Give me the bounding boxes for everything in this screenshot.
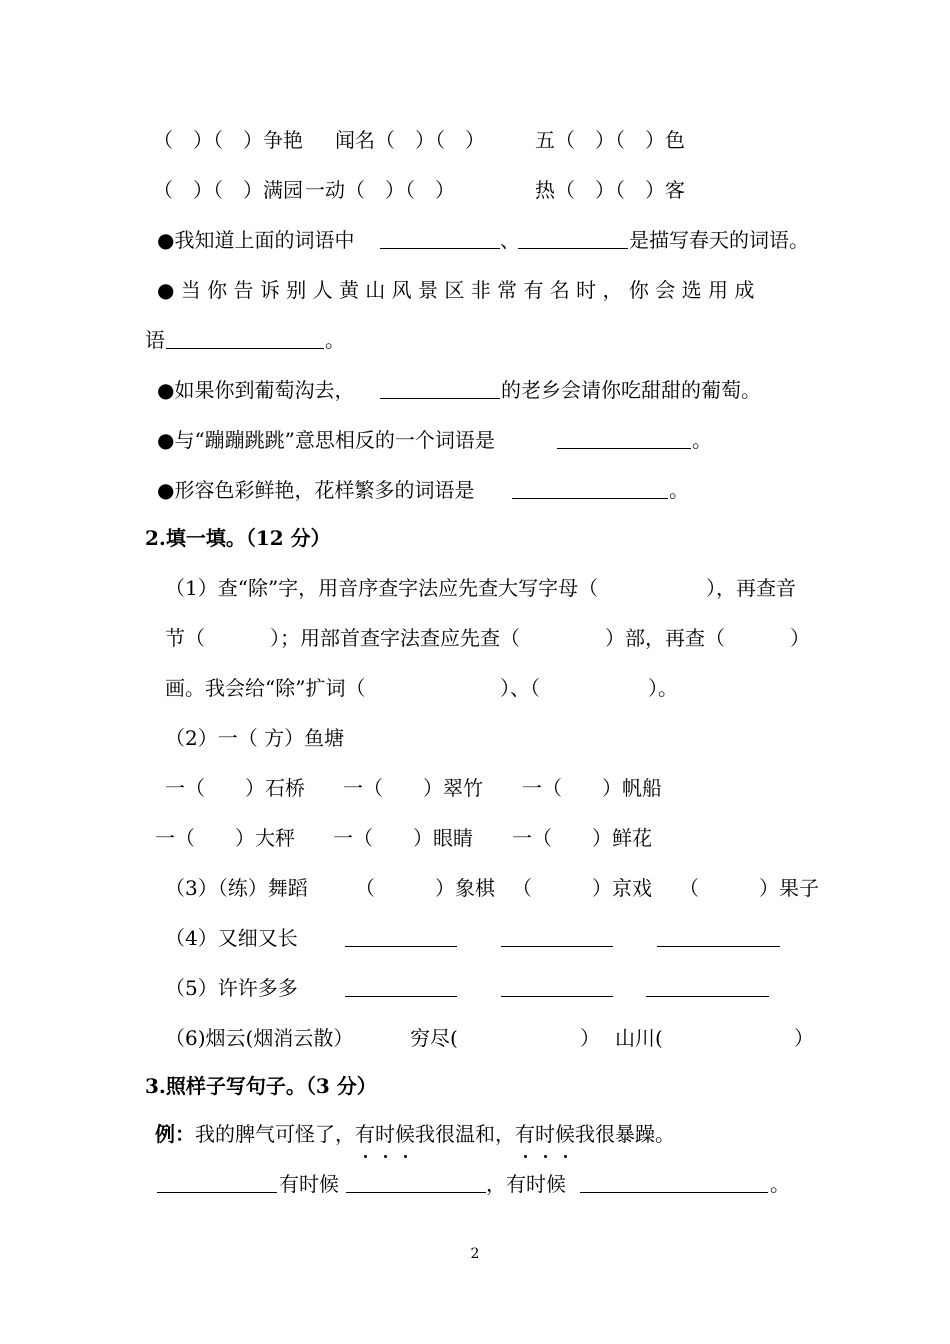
q6-text: 山川( — [615, 1026, 663, 1050]
answer-blank[interactable] — [501, 996, 613, 997]
example-part: 我很温和， — [415, 1122, 515, 1146]
answer-blank[interactable] — [646, 996, 769, 997]
bullet-text: ●我知道上面的词语中 — [157, 228, 355, 252]
answer-blank[interactable] — [345, 996, 457, 997]
q1-text: ）部，再查（ — [605, 626, 725, 650]
bullet-grape — [0, 370, 950, 410]
answer-blank[interactable] — [157, 1192, 277, 1193]
q2-row-2 — [0, 818, 950, 858]
measure-word-item: 一（ ）翠竹 — [343, 776, 483, 800]
bullet-text: ●形容色彩鲜艳，花样繁多的词语是 — [157, 478, 475, 502]
q1-text: ），再查音 — [706, 576, 796, 600]
answer-blank[interactable] — [380, 398, 500, 399]
measure-word-item: 一（ ）鲜花 — [512, 826, 652, 850]
answer-blank[interactable] — [345, 946, 457, 947]
answer-blank[interactable] — [380, 248, 500, 249]
emphasis-char: 有 — [355, 1114, 375, 1154]
q1-line-1 — [0, 568, 950, 608]
example-text — [155, 1114, 675, 1154]
emphasis-char: 候 — [395, 1114, 415, 1154]
answer-blank[interactable] — [657, 946, 780, 947]
q6-text: （6)烟云(烟消云散） — [165, 1026, 354, 1050]
q1-line-2 — [0, 618, 950, 658]
q1-line-3 — [0, 668, 950, 708]
bullet-colorful — [0, 470, 950, 510]
answer-text: ，有时候 — [486, 1172, 566, 1196]
bullet-text: ●如果你到葡萄沟去， — [157, 378, 355, 402]
answer-blank[interactable] — [346, 1192, 486, 1193]
example-part: 我很暴躁。 — [575, 1122, 675, 1146]
q1-text: ） — [790, 626, 810, 650]
idiom-blank-a: （ ）（ ）争艳 — [153, 128, 303, 152]
heading-text: 2.填一填。（12 分） — [145, 526, 331, 550]
answer-blank[interactable] — [580, 1192, 768, 1193]
emphasis-word — [515, 1122, 575, 1146]
q3-text: （3）（练）舞蹈 — [165, 876, 308, 900]
emphasis-char: 候 — [555, 1114, 575, 1154]
q3-line — [0, 868, 950, 908]
page-number: 2 — [470, 1246, 480, 1262]
measure-word-item: 一（ ）石桥 — [165, 776, 305, 800]
measure-word-item: 一（ ）大秤 — [155, 826, 295, 850]
example-part: 我的脾气可怪了， — [195, 1122, 355, 1146]
q1-text: 节（ — [165, 626, 205, 650]
idiom-blank-b: 一动（ ）（ ） — [305, 178, 455, 202]
example-sentence — [0, 1114, 950, 1154]
emphasis-char: 时 — [535, 1114, 555, 1154]
q6-line — [0, 1018, 950, 1058]
idiom-blank-a: （ ）（ ）满园 — [153, 178, 303, 202]
answer-blank[interactable] — [512, 498, 668, 499]
emphasis-char: 有 — [515, 1114, 535, 1154]
q1-text: ）；用部首查字法查应先查（ — [270, 626, 520, 650]
idiom-blank-b: 闻名（ ）（ ） — [335, 128, 485, 152]
bullet-text: 是描写春天的词语。 — [629, 228, 809, 252]
section-2-heading — [0, 518, 950, 558]
idiom-row-1 — [0, 120, 950, 160]
q4-text: （4）又细又长 — [165, 926, 298, 950]
q2-example — [0, 718, 950, 758]
example-label: 例： — [155, 1122, 195, 1146]
bullet-text: 。 — [669, 478, 689, 502]
emphasis-char: 时 — [375, 1114, 395, 1154]
bullet-text: ● 当 你 告 诉 别 人 黄 山 风 景 区 非 常 有 名 时 ， 你 会 选 用 成 — [157, 278, 755, 302]
q1-text: 画。我会给“除”扩词（ — [165, 676, 366, 700]
separator: 、 — [500, 228, 520, 252]
idiom-blank-c: 五（ ）（ ）色 — [535, 128, 685, 152]
bullet-spring — [0, 220, 950, 260]
q3-text: （ ）果子 — [679, 876, 819, 900]
q5-line — [0, 968, 950, 1008]
q2-text: （2）一（ 方）鱼塘 — [165, 726, 345, 750]
q5-text: （5）许许多多 — [165, 976, 298, 1000]
bullet-opposite — [0, 420, 950, 460]
idiom-row-2 — [0, 170, 950, 210]
q3-text: （ ）京戏 — [512, 876, 652, 900]
bullet-text: ●与“蹦蹦跳跳”意思相反的一个词语是 — [157, 428, 495, 452]
q1-text: （1）查“除”字，用音序查字法应先查大写字母（ — [165, 576, 599, 600]
bullet-text: 。 — [325, 328, 345, 352]
q1-text: ）。 — [648, 676, 678, 700]
heading-text: 3.照样子写句子。（3 分） — [145, 1074, 377, 1098]
section-3-heading — [0, 1066, 950, 1106]
answer-text: 。 — [770, 1172, 790, 1196]
measure-word-item: 一（ ）帆船 — [522, 776, 662, 800]
answer-blank[interactable] — [166, 348, 324, 349]
answer-blank[interactable] — [557, 448, 691, 449]
q6-text: ） — [794, 1026, 814, 1050]
bullet-huangshan — [0, 270, 950, 310]
bullet-text: 。 — [692, 428, 712, 452]
emphasis-word — [355, 1122, 415, 1146]
q4-line — [0, 918, 950, 958]
q6-text: 穷尽( — [410, 1026, 458, 1050]
q2-row-1 — [0, 768, 950, 808]
answer-blank[interactable] — [501, 946, 613, 947]
q6-text: ） — [580, 1026, 600, 1050]
bullet-text: 语 — [145, 328, 165, 352]
bullet-text: 的老乡会请你吃甜甜的葡萄。 — [501, 378, 761, 402]
idiom-blank-c: 热（ ）（ ）客 — [535, 178, 685, 202]
answer-sentence — [0, 1164, 950, 1204]
q1-text: ）、（ — [500, 676, 540, 700]
measure-word-item: 一（ ）眼睛 — [333, 826, 473, 850]
q3-text: （ ）象棋 — [355, 876, 495, 900]
answer-blank[interactable] — [518, 248, 628, 249]
bullet-huangshan-cont — [0, 320, 950, 360]
answer-text: 有时候 — [279, 1172, 339, 1196]
